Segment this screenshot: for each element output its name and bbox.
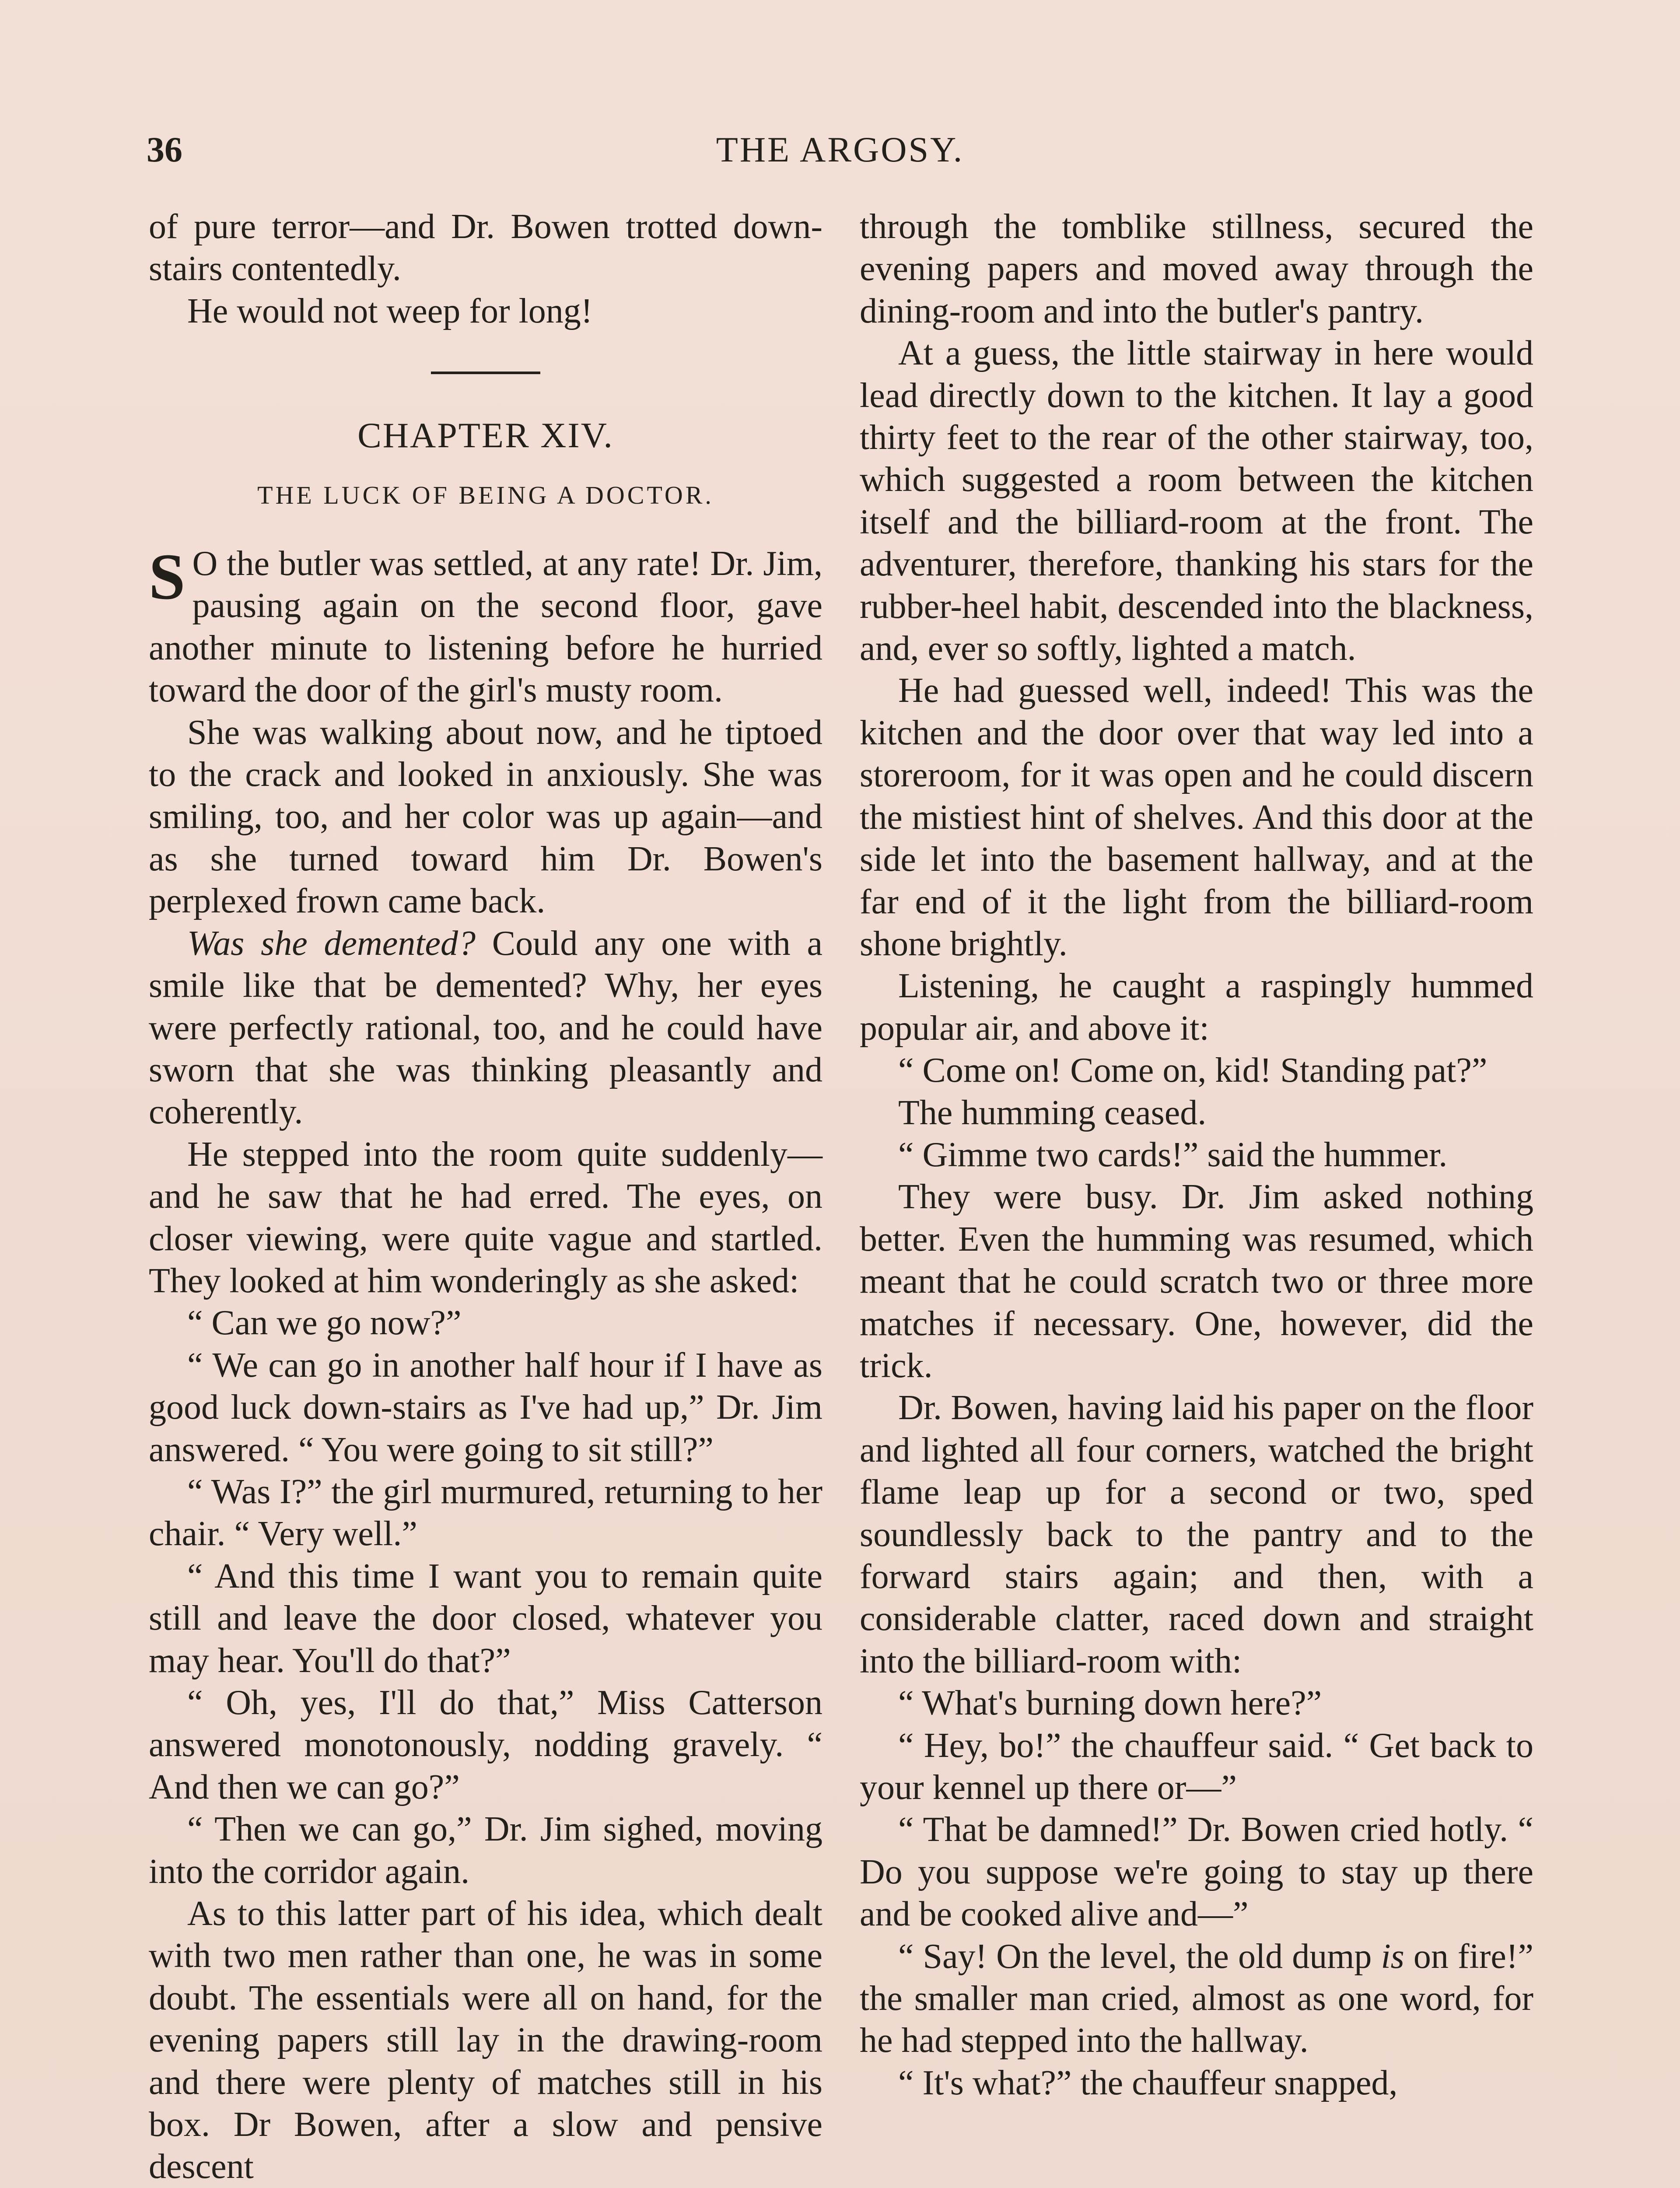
paragraph: He would not weep for long!	[187, 291, 593, 330]
page-number: 36	[147, 130, 182, 169]
paragraph: “ Gimme two cards!” said the hummer.	[898, 1135, 1448, 1174]
paragraph: “ It's what?” the chauffeur snapped,	[898, 2063, 1398, 2102]
paragraph: He stepped into the room quite suddenly—and he saw that he had erred. The eyes, on closer viewing, were quite vague and startled. They looked at him wonderingly as she asked:	[149, 1135, 822, 1300]
paragraph: “ Was I?” the girl murmured, returning to her chair. “ Very well.”	[149, 1472, 822, 1553]
paragraph: He had guessed well, indeed! This was the kitchen and the door over that way led into a storeroom, for it was open and he could discern the mistiest hint of shelves. And this door at the side let into the basement hallway, and at the far end of it the light from the billiard-room shone brightly.	[860, 671, 1533, 963]
paragraph: “ Then we can go,” Dr. Jim sighed, moving into the corridor again.	[149, 1810, 822, 1891]
paragraph: through the tomblike stillness, secured the evening papers and moved away through the dining-room and into the butler's pantry.	[860, 207, 1533, 330]
paragraph: At a guess, the little stairway in here would lead directly down to the kitchen. It lay a good thirty feet to the rear of the other stairway, too, which suggested a room between the kitchen itself and the billiard-room at the front. The adventurer, therefore, thanking his stars for the rubber-heel habit, descended into the blackness, and, ever so softly, lighted a match.	[860, 334, 1533, 668]
paragraph: “ Come on! Come on, kid! Standing pat?”	[898, 1051, 1488, 1090]
paragraph: “ We can go in another half hour if I have as good luck down-stairs as I've had up,” Dr. Jim answered. “ You were going to sit still?”	[149, 1346, 822, 1469]
chapter-subtitle: THE LUCK OF BEING A DOCTOR.	[257, 480, 714, 509]
italic-question: Was she demented?	[187, 924, 476, 963]
paragraph: “ And this time I want you to remain quite still and leave the door closed, whatever you may hear. You'll do that?”	[149, 1557, 822, 1680]
paragraph: The humming ceased.	[898, 1093, 1207, 1132]
page-header	[147, 129, 1533, 177]
paragraph: They were busy. Dr. Jim asked nothing better. Even the humming was resumed, which meant that he could scratch two or three more matches if necessary. One, however, did the trick.	[860, 1178, 1533, 1385]
right-column	[860, 206, 1533, 2104]
paragraph-text: on fire!” the smaller man cried, almost as one word, for he had stepped into the hallway.	[860, 1937, 1533, 2060]
drop-cap: S	[149, 540, 186, 614]
paragraph: Listening, he caught a raspingly hummed popular air, and above it:	[860, 967, 1533, 1048]
paragraph	[149, 540, 822, 712]
left-column	[149, 206, 822, 2188]
paragraph-text: “ Say! On the level, the old dump	[898, 1937, 1381, 1976]
section-divider	[431, 372, 540, 374]
paragraph-text: Could any one with a smile like that be demented? Why, her eyes were perfectly rational, too, and he could have sworn that she was thinking pleasantly and coherently.	[149, 924, 822, 1132]
paragraph: “ Hey, bo!” the chauffeur said. “ Get back to your kennel up there or—”	[860, 1726, 1533, 1807]
paragraph: “ That be damned!” Dr. Bowen cried hotly. “ Do you suppose we're going to stay up there and be cooked alive and—”	[860, 1810, 1533, 1934]
italic-word: is	[1381, 1937, 1404, 1976]
paragraph-text: O the butler was settled, at any rate! Dr. Jim, pausing again on the second floor, gave another minute to listening before he hurried toward the door of the girl's musty room.	[149, 544, 822, 710]
paragraph	[860, 1936, 1533, 2062]
running-title: THE ARGOSY.	[716, 130, 964, 169]
paragraph: She was walking about now, and he tiptoed to the crack and looked in anxiously. She was smiling, too, and her color was up again—and as she turned toward him Dr. Bowen's perplexed frown came back.	[149, 713, 822, 921]
paragraph: “ Oh, yes, I'll do that,” Miss Catterson answered monotonously, nodding gravely. “ And then we can go?”	[149, 1683, 822, 1806]
paragraph: of pure terror—and Dr. Bowen trotted down-stairs contentedly.	[149, 207, 822, 288]
paragraph: As to this latter part of his idea, which dealt with two men rather than one, he was in some doubt. The essentials were all on hand, for the evening papers still lay in the drawing-room and there were plenty of matches still in his box. Dr Bowen, after a slow and pensive descent	[149, 1894, 822, 2186]
paragraph: “ Can we go now?”	[187, 1304, 462, 1343]
paragraph: “ What's burning down here?”	[898, 1684, 1322, 1723]
chapter-title: CHAPTER XIV.	[357, 415, 614, 456]
paragraph: Dr. Bowen, having laid his paper on the floor and lighted all four corners, watched the bright flame leap up for a second or two, sped soundlessly back to the pantry and to the forward stairs again; and then, with a considerable clatter, raced down and straight into the billiard-room with:	[860, 1389, 1533, 1680]
paragraph	[149, 922, 822, 1133]
